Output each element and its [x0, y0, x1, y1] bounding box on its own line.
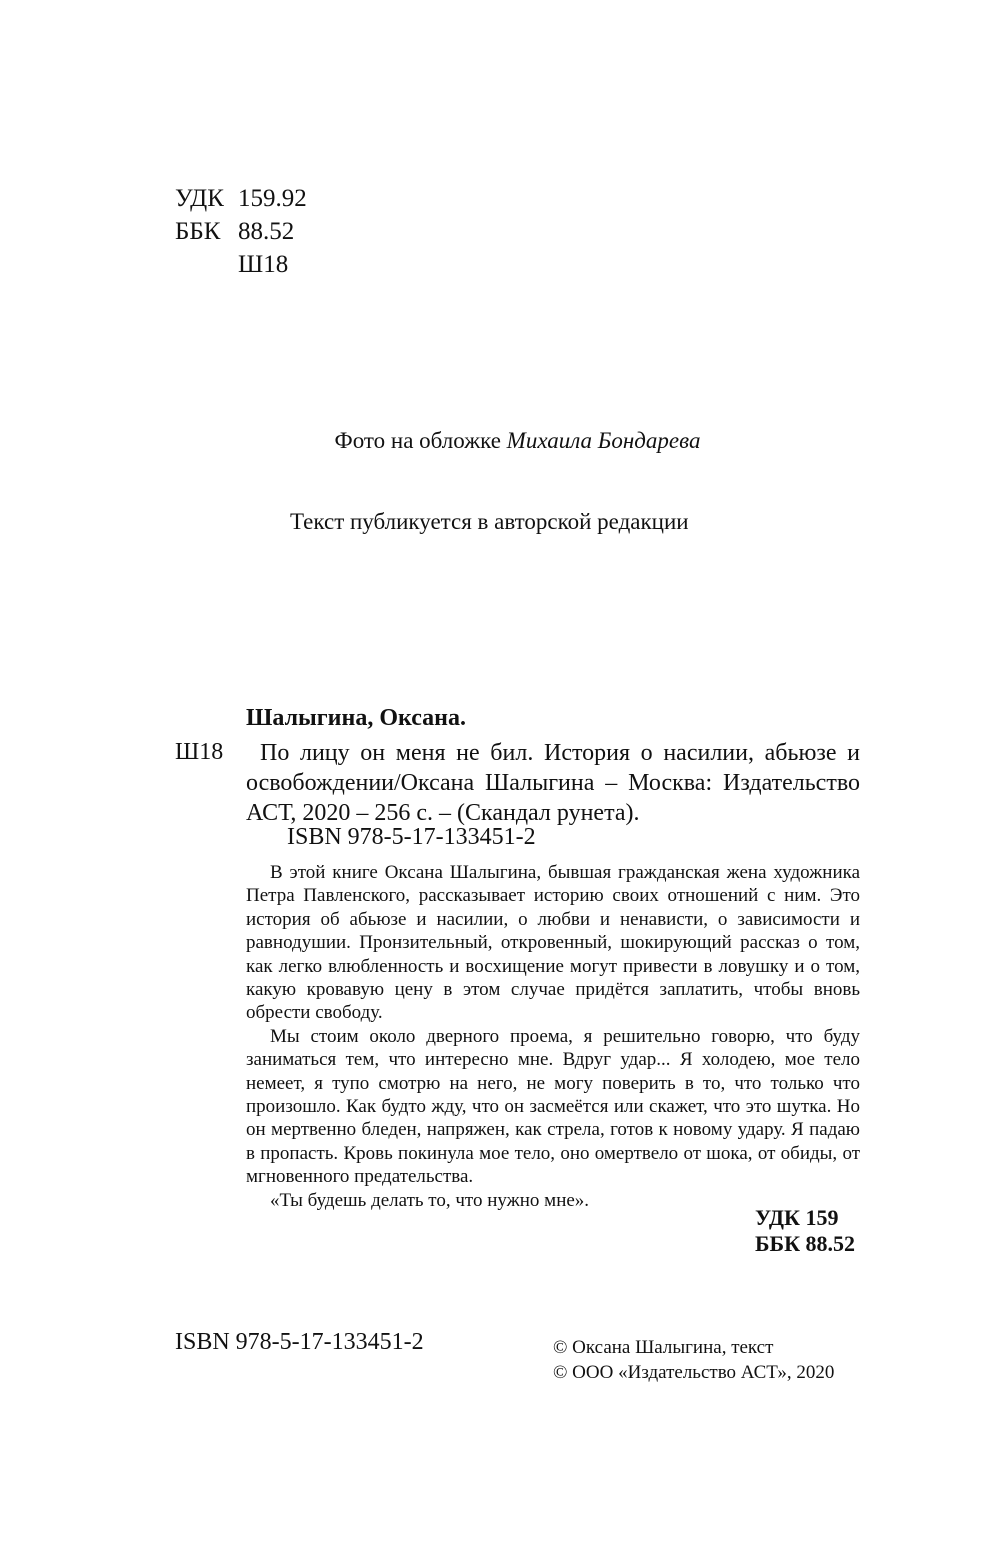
photo-credit-prefix: Фото на обложке — [334, 428, 507, 453]
bbk-label: ББК — [175, 218, 221, 245]
catalog-codes-short — [755, 1205, 855, 1257]
udk-label: УДК — [175, 185, 224, 212]
edition-note-text: Текст публикуется в авторской редакции — [290, 509, 689, 534]
bbk-value: 88.52 — [238, 218, 295, 245]
photo-credit — [0, 428, 1000, 454]
photo-credit-name: Михаила Бондарева — [506, 428, 701, 453]
copyright-block — [553, 1335, 834, 1385]
catalog-description: По лицу он меня не бил. История о насилии, абьюзе и освобождении/Оксана Шалыгина – Москва: Издательство АСТ, 2020 – 256 с. – (Скандал рунета). — [246, 740, 860, 826]
annotation-paragraph: Мы стоим около дверного проема, я решительно говорю, что буду заниматься тем, что интересно мне. Вдруг удар... Я холодею, мое тело немеет, я тупо смотрю на него, не могу поверить в то, что только что произошло. Как будто жду, что он засмеётся или скажет, что это шутка. Но он мертвенно бледен, напряжен, как стрела, готов к новому удару. Я падаю в пропасть. Кровь покинула мое тело, оно омертвело от шока, от обиды, от мгновенного предательства. — [246, 1025, 860, 1188]
udk-value: 159.92 — [238, 185, 307, 212]
classification-codes — [175, 182, 307, 281]
author-sign: Ш18 — [238, 251, 289, 278]
annotation — [246, 861, 860, 1212]
author-sign-row — [175, 248, 307, 281]
copyright-author: © Оксана Шалыгина, текст — [553, 1337, 774, 1358]
bbk-short: ББК 88.52 — [755, 1231, 856, 1256]
catalog-isbn: ISBN 978-5-17-133451-2 — [287, 824, 536, 850]
catalog-author-sign: Ш18 — [175, 739, 224, 765]
udk-short: УДК 159 — [755, 1205, 839, 1230]
annotation-paragraph: В этой книге Оксана Шалыгина, бывшая гражданская жена художника Петра Павленского, рассказывает историю своих отношений с ним. Это история об абьюзе и насилии, о любви и ненависти, о зависимости и равнодушии. Пронзительный, откровенный, шокирующий рассказ о том, как легко влюбленность и восхищение могут привести в ловушку и о том, какую кровавую цену в этом случае придётся заплатить, чтобы вновь обрести свободу. — [246, 862, 860, 1024]
catalog-author: Шалыгина, Оксана. — [246, 705, 466, 731]
udk-row — [175, 182, 307, 215]
bbk-row — [175, 215, 307, 248]
footer-isbn: ISBN 978-5-17-133451-2 — [175, 1329, 424, 1355]
edition-note — [0, 509, 1000, 535]
annotation-paragraph: «Ты будешь делать то, что нужно мне». — [270, 1189, 590, 1211]
copyright-publisher: © ООО «Издательство АСТ», 2020 — [553, 1362, 835, 1383]
